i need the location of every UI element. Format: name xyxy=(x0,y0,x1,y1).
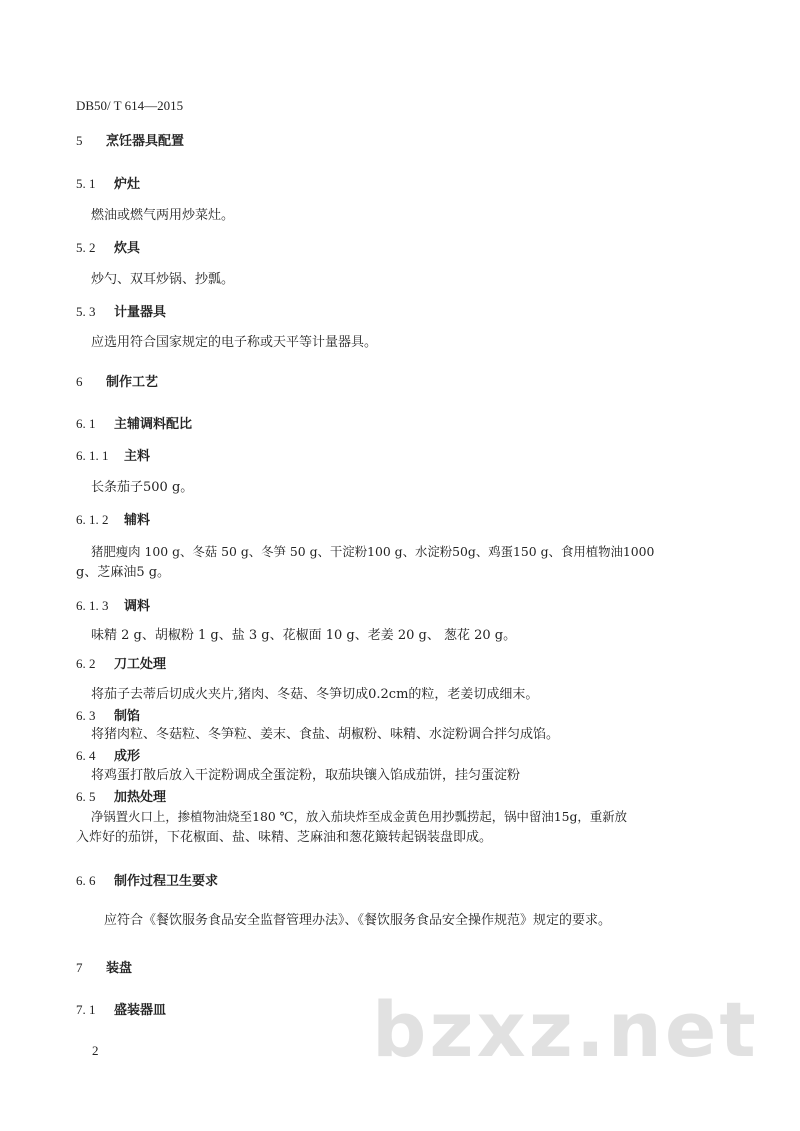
section-6-3-heading xyxy=(76,708,140,725)
section-6-heading xyxy=(76,374,158,391)
section-title: 主料 xyxy=(124,449,151,464)
section-title: 炉灶 xyxy=(114,177,141,192)
section-6-4-text: 将鸡蛋打散后放入干淀粉调成全蛋淀粉，取茄块镶入馅成茄饼，挂匀蛋淀粉 xyxy=(91,768,521,783)
section-number: 5. 3 xyxy=(76,304,96,319)
section-6-6-text: 应符合《餐饮服务食品安全监督管理办法》、《餐饮服务食品安全操作规范》规定的要求。 xyxy=(104,913,612,928)
section-6-1-2-heading xyxy=(76,512,150,529)
section-title: 刀工处理 xyxy=(114,657,167,672)
section-5-3-text: 应选用符合国家规定的电子称或天平等计量器具。 xyxy=(91,335,378,350)
section-title: 制作工艺 xyxy=(106,375,159,390)
section-5-1-heading xyxy=(76,176,140,193)
section-title: 成形 xyxy=(114,749,141,764)
section-6-5-text-line2: 入炸好的茄饼，下花椒面、盐、味精、芝麻油和葱花簸转起锅装盘即成。 xyxy=(76,830,493,845)
section-number: 6. 1. 3 xyxy=(76,598,109,613)
page-number: 2 xyxy=(92,1043,99,1058)
section-6-1-3-text: 味精 2 g、胡椒粉 1 g、盐 3 g、花椒面 10 g、老姜 20 g、 葱花 20 g。 xyxy=(91,628,517,643)
section-6-6-heading xyxy=(76,873,218,890)
section-number: 7. 1 xyxy=(76,1002,96,1017)
section-5-3-heading xyxy=(76,304,166,321)
section-title: 烹饪器具配置 xyxy=(106,134,185,149)
section-number: 6. 5 xyxy=(76,789,96,804)
section-title: 制馅 xyxy=(114,709,141,724)
section-number: 6. 2 xyxy=(76,656,96,671)
section-6-1-1-heading xyxy=(76,448,150,465)
section-6-1-2-text-line1: 猪肥瘦肉 100 g、冬菇 50 g、冬笋 50 g、干淀粉100 g、水淀粉50g、鸡蛋150 g、食用植物油1000 xyxy=(91,544,655,559)
section-title: 主辅调料配比 xyxy=(114,417,193,432)
section-number: 5. 2 xyxy=(76,240,96,255)
section-title: 调料 xyxy=(124,599,151,614)
section-6-1-1-text: 长条茄子500 g。 xyxy=(91,480,194,495)
section-title: 辅料 xyxy=(124,513,151,528)
section-title: 盛装器皿 xyxy=(114,1003,167,1018)
section-6-1-heading xyxy=(76,416,192,433)
section-5-1-text: 燃油或燃气两用炒菜灶。 xyxy=(91,208,235,223)
section-number: 7 xyxy=(76,960,83,975)
section-number: 6. 6 xyxy=(76,873,96,888)
section-number: 6. 4 xyxy=(76,748,96,763)
section-6-5-heading xyxy=(76,789,166,806)
watermark-logo: bzxz.net xyxy=(372,985,759,1074)
section-title: 计量器具 xyxy=(114,305,167,320)
section-5-2-text: 炒勺、双耳炒锅、抄瓢。 xyxy=(91,272,235,287)
section-6-3-text: 将猪肉粒、冬菇粒、冬笋粒、姜末、食盐、胡椒粉、味精、水淀粉调合拌匀成馅。 xyxy=(91,727,560,742)
section-5-heading xyxy=(76,133,184,150)
section-6-4-heading xyxy=(76,748,140,765)
section-number: 5 xyxy=(76,133,83,148)
section-7-heading xyxy=(76,960,132,977)
section-title: 炊具 xyxy=(114,241,141,256)
section-6-2-heading xyxy=(76,656,166,673)
doc-code-header: DB50/ T 614—2015 xyxy=(76,98,184,113)
section-number: 6. 3 xyxy=(76,708,96,723)
section-6-2-text: 将茄子去蒂后切成火夹片,猪肉、冬菇、冬笋切成0.2cm的粒，老姜切成细末。 xyxy=(91,687,539,702)
section-6-1-3-heading xyxy=(76,598,150,615)
section-title: 装盘 xyxy=(106,961,133,976)
section-5-2-heading xyxy=(76,240,140,257)
section-6-5-text-line1: 净锅置火口上，掺植物油烧至180 ℃，放入茄块炸至成金黄色用抄瓢捞起，锅中留油15g，重新放 xyxy=(91,809,627,824)
section-title: 加热处理 xyxy=(114,790,167,805)
section-title: 制作过程卫生要求 xyxy=(114,874,219,889)
section-number: 6. 1 xyxy=(76,416,96,431)
section-number: 6 xyxy=(76,374,83,389)
section-6-1-2-text-line2: g、芝麻油5 g。 xyxy=(76,565,171,580)
section-number: 6. 1. 1 xyxy=(76,448,109,463)
section-number: 6. 1. 2 xyxy=(76,512,109,527)
section-number: 5. 1 xyxy=(76,176,96,191)
section-7-1-heading xyxy=(76,1002,166,1019)
